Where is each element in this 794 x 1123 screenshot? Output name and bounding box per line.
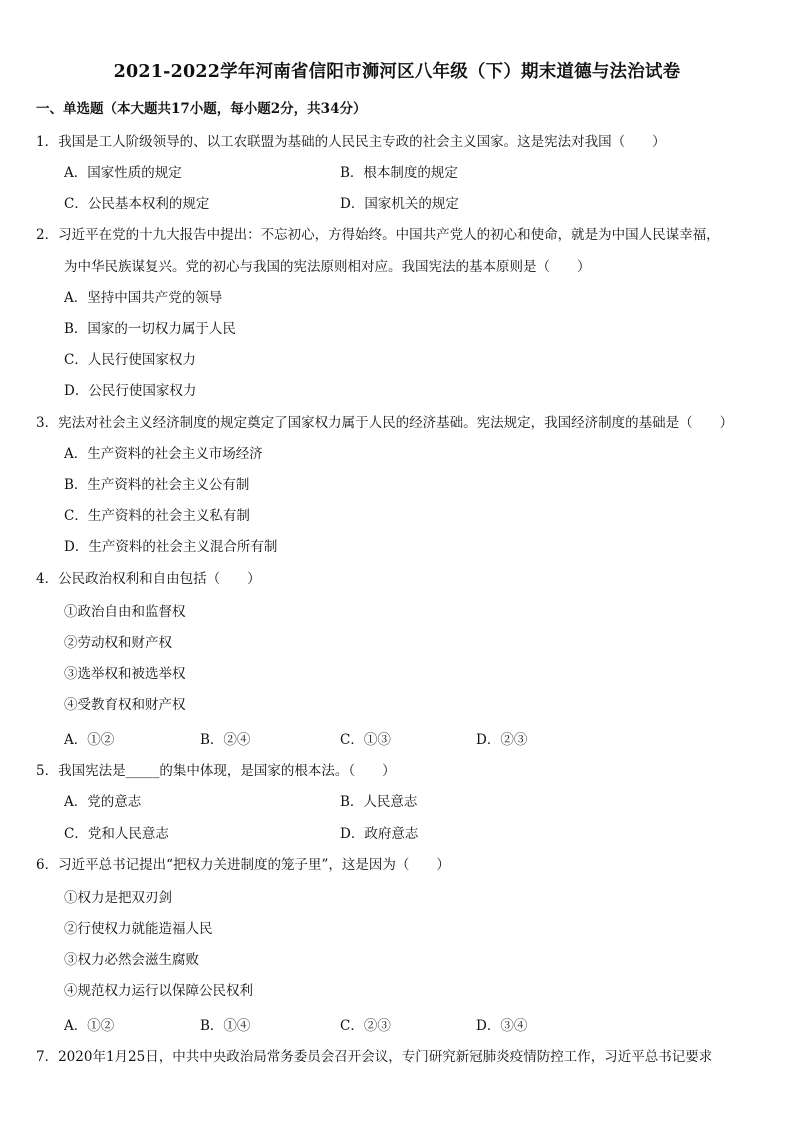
q2-option-b: B．国家的一切权力属于人民 [64, 321, 236, 337]
q4-option-c: C．①③ [340, 732, 391, 748]
q3-option-d: D．生产资料的社会主义混合所有制 [64, 539, 278, 555]
q4-option-b: B．②④ [200, 732, 251, 748]
q2-option-c: C．人民行使国家权力 [64, 352, 196, 368]
question-2-stem: 2．习近平在党的十九大报告中提出：不忘初心，方得始终。中国共产党人的初心和使命，就是为中国人民谋幸福， [36, 227, 720, 243]
question-3-stem: 3．宪法对社会主义经济制度的规定奠定了国家权力属于人民的经济基础。宪法规定，我国经济制度的基础是（ ） [36, 415, 734, 431]
q6-item-1: ①权力是把双刃剑 [64, 890, 172, 906]
q5-option-c: C．党和人民意志 [64, 826, 169, 842]
q1-option-b: B．根本制度的规定 [340, 165, 458, 181]
q1-option-d: D．国家机关的规定 [340, 196, 459, 212]
q6-item-4: ④规范权力运行以保障公民权利 [64, 983, 253, 999]
q6-item-3: ③权力必然会滋生腐败 [64, 952, 199, 968]
q2-option-d: D．公民行使国家权力 [64, 383, 197, 399]
q5-option-d: D．政府意志 [340, 826, 419, 842]
q6-item-2: ②行使权力就能造福人民 [64, 921, 213, 937]
q6-option-d: D．③④ [476, 1018, 528, 1034]
q4-item-3: ③选举权和被选举权 [64, 666, 186, 682]
section-heading: 一、单选题（本大题共17小题，每小题2分，共34分） [36, 101, 367, 117]
question-6-stem: 6．习近平总书记提出“把权力关进制度的笼子里”，这是因为（ ） [36, 857, 450, 873]
question-5-stem: 5．我国宪法是_____的集中体现，是国家的根本法。（ ） [36, 763, 396, 779]
q3-option-b: B．生产资料的社会主义公有制 [64, 477, 250, 493]
q5-option-b: B．人民意志 [340, 794, 418, 810]
q3-option-a: A．生产资料的社会主义市场经济 [64, 446, 263, 462]
q2-option-a: A．坚持中国共产党的领导 [64, 290, 223, 306]
q6-option-c: C．②③ [340, 1018, 391, 1034]
question-7-stem: 7．2020年1月25日，中共中央政治局常务委员会召开会议，专门研究新冠肺炎疫情防控工作，习近平总书记要求 [36, 1049, 713, 1065]
exam-title: 2021-2022学年河南省信阳市浉河区八年级（下）期末道德与法治试卷 [113, 62, 681, 82]
question-1-stem: 1．我国是工人阶级领导的、以工农联盟为基础的人民民主专政的社会主义国家。这是宪法对我国（ ） [36, 134, 666, 150]
q6-option-b: B．①④ [200, 1018, 251, 1034]
question-2-stem-cont: 为中华民族谋复兴。党的初心与我国的宪法原则相对应。我国宪法的基本原则是（ ） [64, 259, 591, 275]
q1-option-c: C．公民基本权利的规定 [64, 196, 210, 212]
q6-option-a: A．①② [64, 1018, 115, 1034]
question-4-stem: 4．公民政治权利和自由包括（ ） [36, 571, 261, 587]
q3-option-c: C．生产资料的社会主义私有制 [64, 508, 250, 524]
q1-option-a: A．国家性质的规定 [64, 165, 182, 181]
q4-option-d: D．②③ [476, 732, 528, 748]
q4-item-1: ①政治自由和监督权 [64, 604, 186, 620]
q4-item-4: ④受教育权和财产权 [64, 697, 186, 713]
q4-item-2: ②劳动权和财产权 [64, 635, 172, 651]
q4-option-a: A．①② [64, 732, 115, 748]
q5-option-a: A．党的意志 [64, 794, 142, 810]
